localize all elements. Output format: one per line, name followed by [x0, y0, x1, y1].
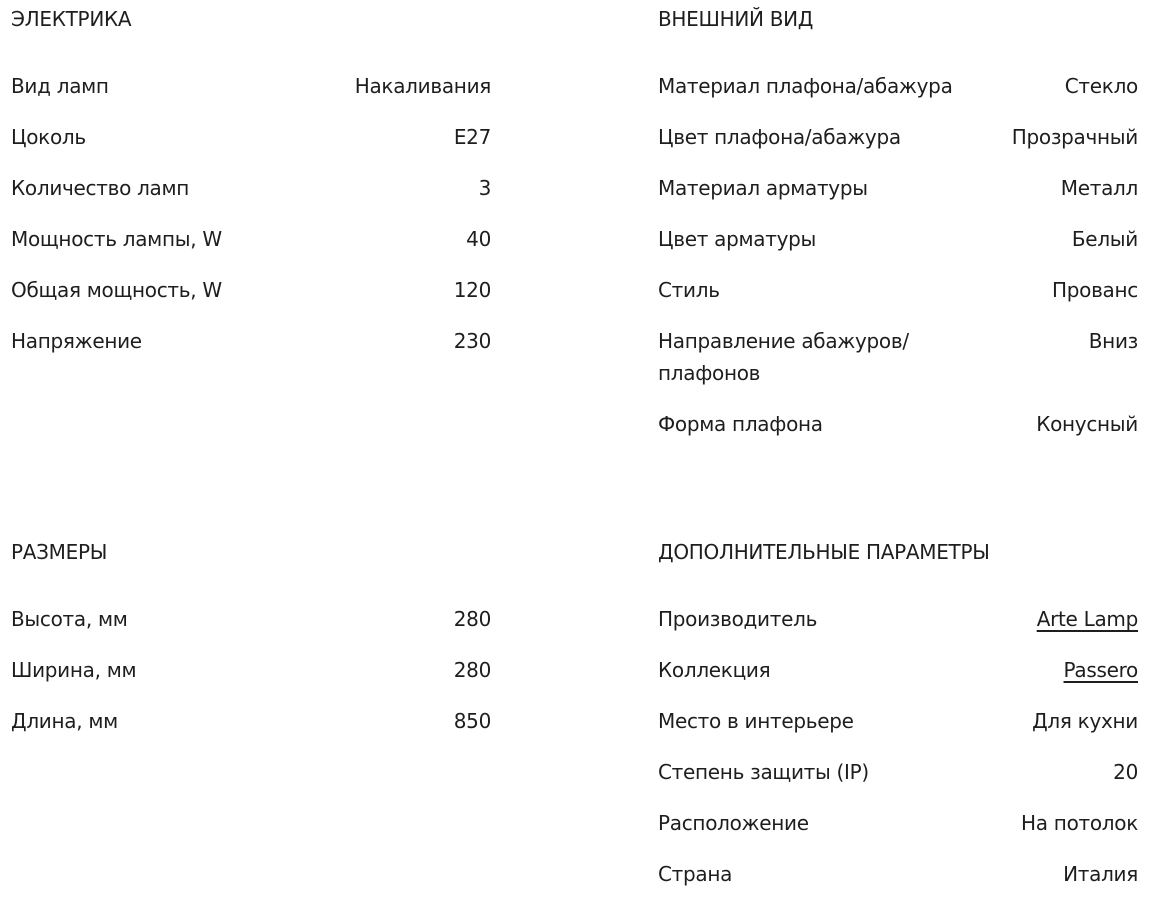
spec-label: Материал арматуры: [658, 176, 868, 200]
spec-label: Напряжение: [11, 329, 142, 353]
spec-row: [658, 274, 1138, 306]
spec-row: [11, 705, 491, 737]
spec-row: [658, 705, 1138, 737]
collection-link[interactable]: Passero: [1063, 658, 1138, 682]
spec-label: Стиль: [658, 278, 720, 302]
spec-row: [11, 172, 491, 204]
spec-row: [658, 807, 1138, 839]
electrics-section: [11, 6, 491, 376]
spec-row: [11, 121, 491, 153]
spec-row: [11, 274, 491, 306]
dimensions-section: [11, 539, 491, 756]
spec-row: [658, 223, 1138, 255]
spec-value: Белый: [1071, 227, 1138, 251]
spec-value: 3: [478, 176, 491, 200]
spec-row: [11, 223, 491, 255]
section-title: РАЗМЕРЫ: [11, 540, 108, 564]
spec-label: Цоколь: [11, 125, 86, 149]
spec-row: [11, 654, 491, 686]
extra-params-section: [658, 539, 1138, 909]
spec-value: 280: [453, 658, 491, 682]
spec-value: Конусный: [1036, 412, 1138, 436]
spec-row: [658, 121, 1138, 153]
spec-label: Направление абажуров/ плафонов: [658, 329, 909, 385]
spec-value: 230: [453, 329, 491, 353]
spec-label: Страна: [658, 862, 733, 886]
spec-label: Степень защиты (IP): [658, 760, 869, 784]
spec-label: Мощность лампы, W: [11, 227, 222, 251]
spec-row: [658, 408, 1138, 440]
spec-label: Количество ламп: [11, 176, 190, 200]
section-title: ДОПОЛНИТЕЛЬНЫЕ ПАРАМЕТРЫ: [658, 540, 990, 564]
spec-value: 850: [453, 709, 491, 733]
manufacturer-link[interactable]: Arte Lamp: [1036, 607, 1138, 631]
spec-label: Цвет плафона/абажура: [658, 125, 901, 149]
spec-label: Вид ламп: [11, 74, 109, 98]
spec-label: Цвет арматуры: [658, 227, 816, 251]
spec-row: [658, 654, 1138, 686]
spec-value: Металл: [1060, 176, 1138, 200]
spec-row: [11, 603, 491, 635]
spec-row: [11, 70, 491, 102]
spec-row: [11, 325, 491, 357]
spec-row: [658, 756, 1138, 788]
spec-row: [658, 603, 1138, 635]
spec-label: Место в интерьере: [658, 709, 854, 733]
spec-value: Для кухни: [1032, 709, 1138, 733]
spec-label: Производитель: [658, 607, 818, 631]
spec-label: Высота, мм: [11, 607, 128, 631]
spec-value: 20: [1113, 760, 1138, 784]
spec-value: На потолок: [1021, 811, 1138, 835]
spec-row: [658, 325, 1138, 389]
spec-label: Коллекция: [658, 658, 771, 682]
spec-value: Прованс: [1052, 278, 1138, 302]
spec-value: 280: [453, 607, 491, 631]
spec-label: Ширина, мм: [11, 658, 137, 682]
spec-value: Стекло: [1064, 74, 1138, 98]
spec-label: Форма плафона: [658, 412, 823, 436]
spec-label: Материал плафона/абажура: [658, 74, 953, 98]
spec-value: Накаливания: [354, 74, 491, 98]
spec-label: Расположение: [658, 811, 809, 835]
section-title: ВНЕШНИЙ ВИД: [658, 7, 814, 31]
spec-row: [658, 858, 1138, 890]
spec-value: 40: [466, 227, 491, 251]
appearance-section: [658, 6, 1138, 459]
spec-value: Прозрачный: [1011, 125, 1138, 149]
spec-row: [658, 172, 1138, 204]
spec-label: Общая мощность, W: [11, 278, 222, 302]
spec-row: [658, 70, 1138, 102]
spec-value: 120: [453, 278, 491, 302]
spec-value: Вниз: [1088, 329, 1138, 353]
spec-value: Италия: [1063, 862, 1138, 886]
spec-label: Длина, мм: [11, 709, 118, 733]
spec-value: E27: [453, 125, 491, 149]
section-title: ЭЛЕКТРИКА: [11, 7, 132, 31]
